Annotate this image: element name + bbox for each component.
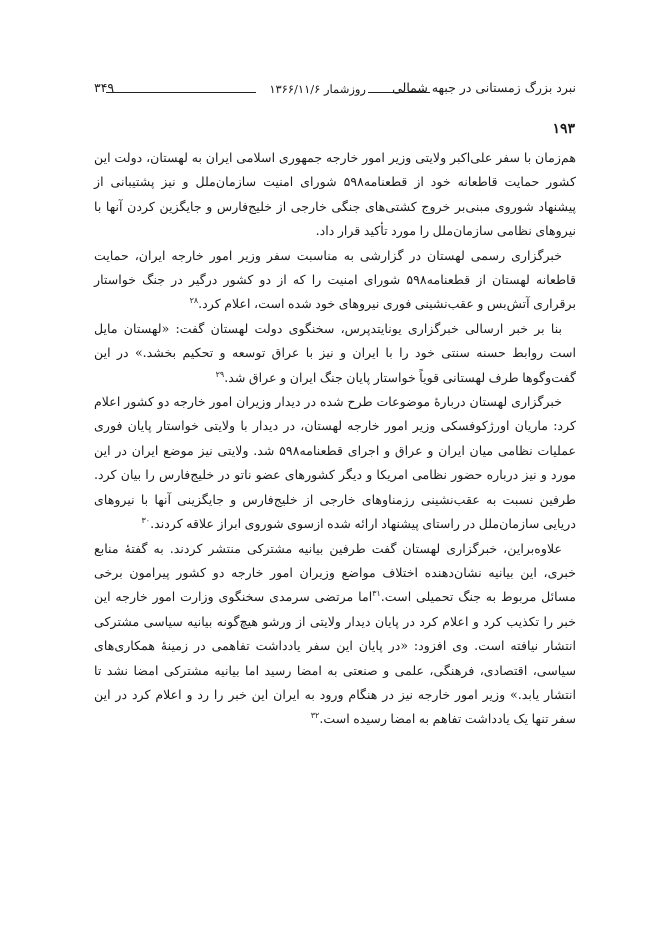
footnote-ref: ۲۹ (215, 369, 225, 379)
paragraph: خبرگزاری لهستان دربارهٔ موضوعات طرح شده در دیدار وزیران امور خارجه دو کشور اعلام کرد: ماریان اورژکوفسکی وزیر امور خارجه لهستان، در دیدار با ولایتی خواستار پایان فوری عملیات نظامی میان ایران و عراق و اجرای قطعنامه۵۹۸ شد. ولایتی نیز موضع ایران در این مورد و نیز درباره حضور نظامی امریکا و دیگر کشورهای عضو ناتو در خلیج‌فارس را بیان کرد. طرفین نسبت به عقب‌نشینی رزمناوهای خارجی از خلیج‌فارس و جایگزینی آنها با نیروهای دریایی سازمان‌ملل در راستای پیشنهاد ارائه شده ازسوی شوروی ابراز علاقه کردند.$^{۳۰}$ (94, 394, 576, 532)
body-text (94, 146, 576, 732)
footnote-ref: ۲۸ (189, 296, 199, 306)
footnote-ref: ۳۰ (141, 515, 151, 525)
footnote-ref: ۳۲ (310, 711, 320, 721)
footnote-ref: ۳۱ (372, 589, 381, 599)
page-number: ۳۴۹ (94, 80, 115, 95)
paragraph: بنا بر خبر ارسالی خبرگزاری یونایتدپرس، سخنگوی دولت لهستان گفت: «لهستان مایل است روابط حسنه سنتی خود را با ایران و نیز با عراق توسعه و تحکیم بخشد.» در این گفت‌وگوها طرف لهستانی قویاً خواستار پایان جنگ ایران و عراق شد.$^{۲۹}$ (94, 320, 576, 385)
paragraph: هم‌زمان با سفر علی‌اکبر ولایتی وزیر امور خارجه جمهوری اسلامی ایران به لهستان، دولت این کشور حمایت قاطعانه خود از قطعنامه۵۹۸ شورای امنیت سازمان‌ملل و نیز پشتیبانی از پیشنهاد شوروی مبنی‌بر خروج کشتی‌های جنگی خارجی از خلیج‌فارس و جایگزین کردن آنها با نیروهای نظامی سازمان‌ملل را مورد تأکید قرار داد. (94, 150, 576, 239)
header-rule (368, 92, 430, 93)
paragraph: علاوه‌براین، خبرگزاری لهستان گفت طرفین بیانیه مشترکی منتشر کردند. به گفتهٔ منابع خبری، این بیانیه نشان‌دهنده اختلاف مواضع وزیران امور خارجه دو کشور پیرامون برخی مسائل مربوط به جنگ تحمیلی است.$^{۳۱}$اما مرتضی سرمدی سخنگوی وزارت امور خارجه این خبر را تکذیب کرد و اعلام کرد در پایان دیدار ولایتی از ورشو هیچ‌گونه بیانیه سیاسی مشترکی انتشار نیافته است. وی افزود: «در پایان این سفر یادداشت تفاهمی در زمینهٔ همکاری‌های سیاسی، اقتصادی، فرهنگی، علمی و صنعتی به امضا رسید اما بیانیه مشترکی امضا نشد تا انتشار یابد.» وزیر امور خارجه نیز در هنگام ورود به ایران این خبر را رد و اعلام کرد در این سفر تنها یک یادداشت تفاهم به امضا رسیده است.$^{۳۲}$ (94, 540, 576, 727)
diary-date-label: روزشمار ۱۳۶۶/۱۱/۶ (269, 82, 366, 96)
paragraph: خبرگزاری رسمی لهستان در گزارشی به مناسبت سفر وزیر امور خارجه ایران، حمایت قاطعانه لهستان از قطعنامه۵۹۸ شورای امنیت را که از دو کشور درگیر در جنگ خواستار برقراری آتش‌بس و عقب‌نشینی فوری نیروهای خود شده است، اعلام کرد.$^{۲۸}$ (94, 247, 576, 312)
running-title: نبرد بزرگ زمستانی در جبهه شمالی (392, 80, 576, 95)
page-header (94, 80, 576, 100)
entry-number: ۱۹۳ (552, 121, 575, 137)
header-rule (106, 92, 256, 93)
